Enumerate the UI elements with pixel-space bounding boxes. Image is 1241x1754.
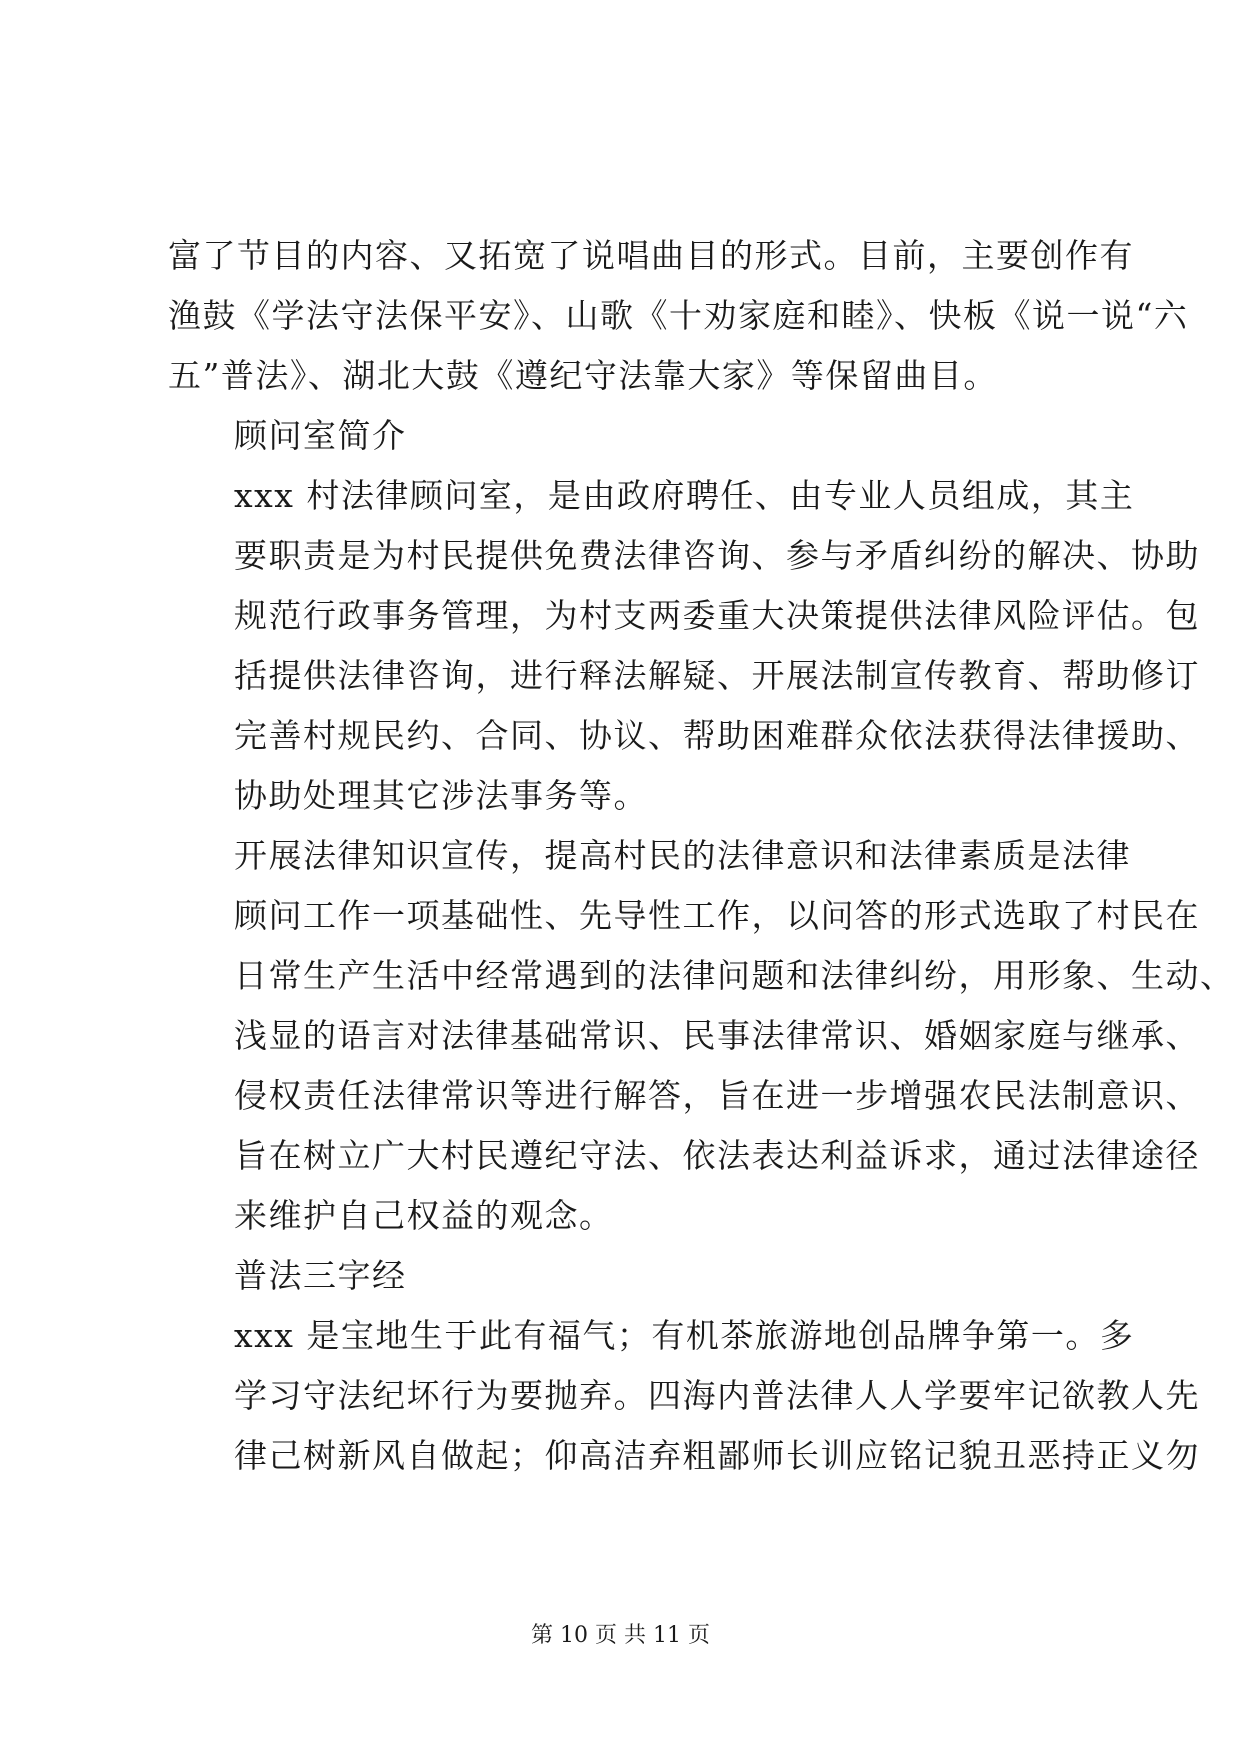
- text-line: 开展法律知识宣传，提高村民的法律意识和法律素质是法律: [234, 836, 1131, 875]
- paragraph-performance-works: [168, 226, 1189, 406]
- heading-text: 普法三字经: [234, 1256, 407, 1295]
- text-line: 顾问工作一项基础性、先导性工作，以问答的形式选取了村民在: [234, 896, 1200, 935]
- text-line: 浅显的语言对法律基础常识、民事法律常识、婚姻家庭与继承、: [234, 1016, 1200, 1055]
- paragraph-legal-publicity: [168, 826, 1235, 1246]
- text-line: xxx 是宝地生于此有福气；有机茶旅游地创品牌争第一。多: [234, 1316, 1135, 1355]
- section-heading-three-character-classic: [168, 1246, 1086, 1306]
- page-number-footer: 第 10 页 共 11 页: [531, 1623, 710, 1648]
- text-line: xxx 村法律顾问室，是由政府聘任、由专业人员组成，其主: [234, 476, 1135, 515]
- text-line: 来维护自己权益的观念。: [234, 1196, 614, 1235]
- text-line: 括提供法律咨询，进行释法解疑、开展法制宣传教育、帮助修订: [234, 656, 1200, 695]
- text-line: 要职责是为村民提供免费法律咨询、参与矛盾纠纷的解决、协助: [234, 536, 1200, 575]
- paragraph-advisory-office-intro: [168, 466, 1200, 826]
- section-heading-advisory-office: [168, 406, 1086, 466]
- text-line: 协助处理其它涉法事务等。: [234, 776, 648, 815]
- document-body: [168, 226, 1235, 1486]
- text-line: 渔鼓《学法守法保平安》、山歌《十劝家庭和睦》、快板《说一说“六: [168, 296, 1189, 335]
- text-line: 日常生产生活中经常遇到的法律问题和法律纠纷，用形象、生动、: [234, 956, 1235, 995]
- text-line: 学习守法纪坏行为要抛弃。四海内普法律人人学要牢记欲教人先: [234, 1376, 1200, 1415]
- text-line: 旨在树立广大村民遵纪守法、依法表达利益诉求，通过法律途径: [234, 1136, 1200, 1175]
- paragraph-three-character-classic: [168, 1306, 1200, 1486]
- text-line: 规范行政事务管理，为村支两委重大决策提供法律风险评估。包: [234, 596, 1200, 635]
- text-line: 侵权责任法律常识等进行解答，旨在进一步增强农民法制意识、: [234, 1076, 1200, 1115]
- heading-text: 顾问室简介: [234, 416, 407, 455]
- text-line: 五”普法》、湖北大鼓《遵纪守法靠大家》等保留曲目。: [168, 356, 998, 395]
- text-line: 富了节目的内容、又拓宽了说唱曲目的形式。目前，主要创作有: [168, 236, 1134, 275]
- text-line: 完善村规民约、合同、协议、帮助困难群众依法获得法律援助、: [234, 716, 1200, 755]
- text-line: 律己树新风自做起；仰高洁弃粗鄙师长训应铭记貌丑恶持正义勿: [234, 1436, 1200, 1475]
